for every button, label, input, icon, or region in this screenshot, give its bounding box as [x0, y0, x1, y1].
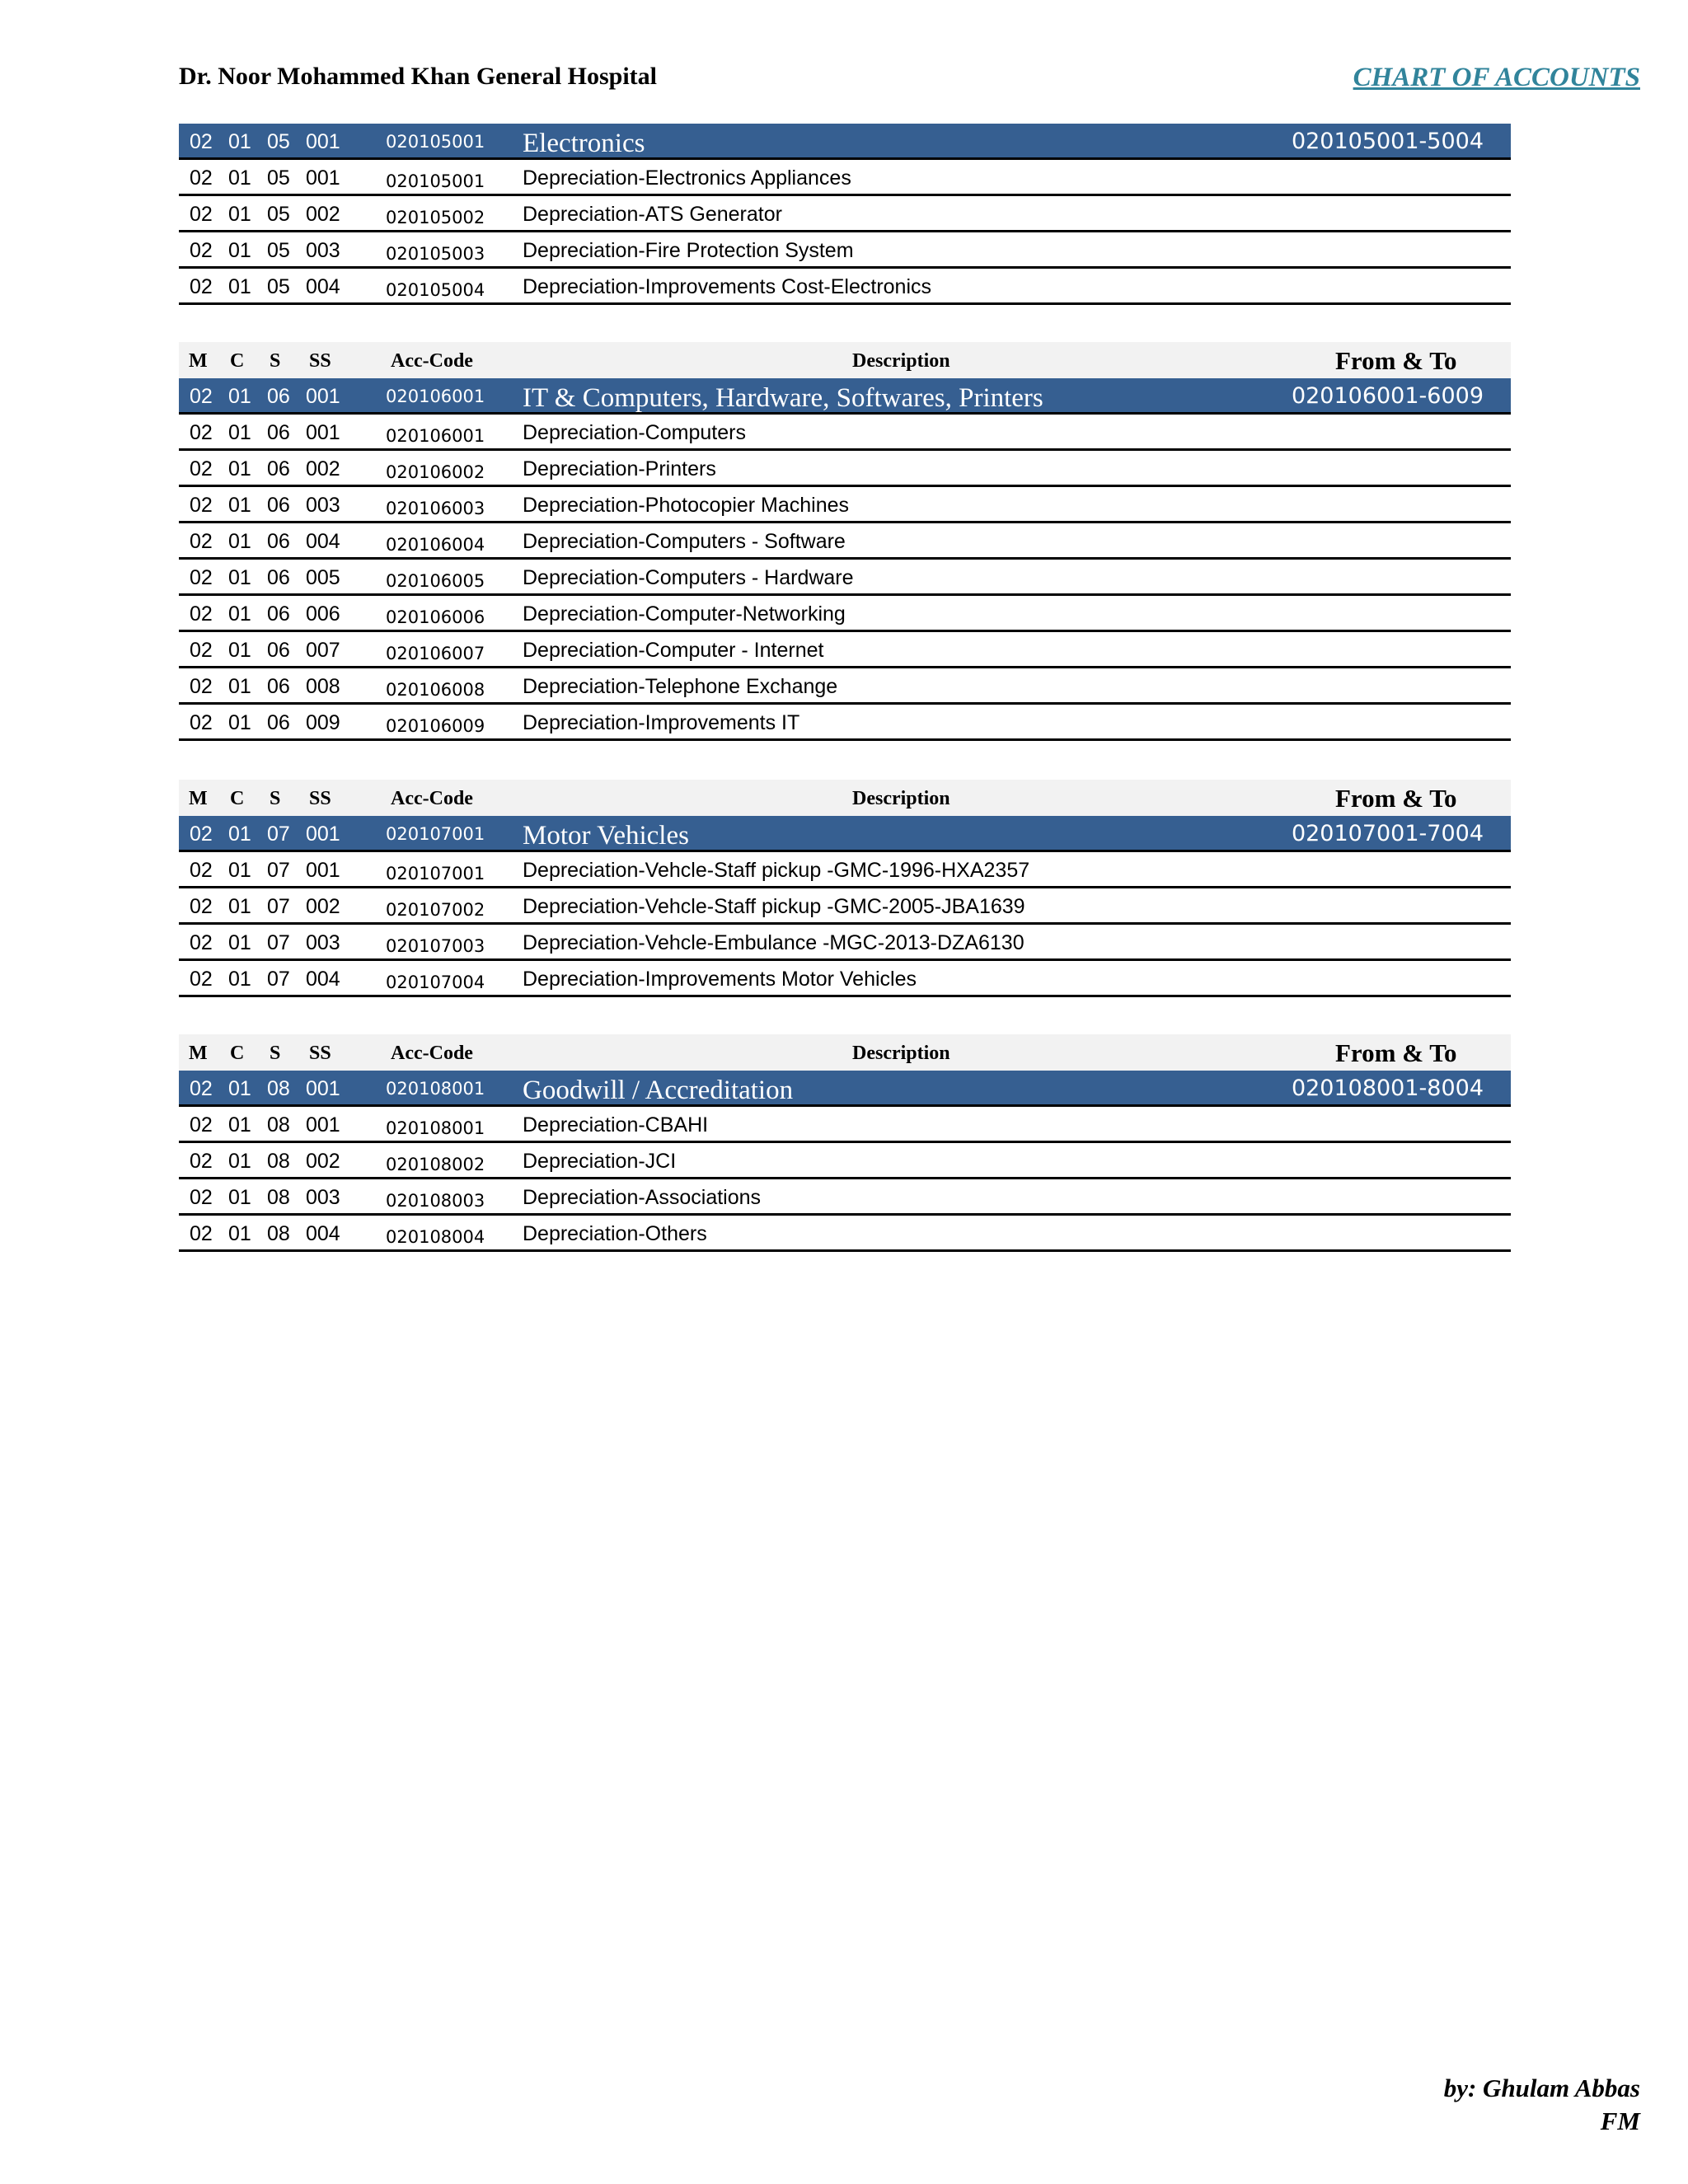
cell-description: Depreciation-Associations	[523, 1186, 762, 1209]
cell-m: 02	[190, 203, 213, 226]
cell-description: Depreciation-Vehcle-Embulance -MGC-2013-DZA6130	[523, 931, 1025, 954]
cell-ss: 002	[306, 1150, 340, 1173]
cell-m: 02	[190, 895, 213, 918]
cell-acc-code: 020106005	[386, 571, 485, 591]
table-row	[179, 269, 1511, 305]
hospital-name: Dr. Noor Mohammed Khan General Hospital	[179, 63, 658, 90]
group-row	[179, 378, 1511, 415]
table-row	[179, 415, 1511, 451]
cell-ss: 003	[306, 1186, 340, 1209]
cell-c: 01	[228, 530, 251, 553]
cell-ss: 002	[306, 895, 340, 918]
cell-m: 02	[190, 1113, 213, 1137]
cell-description: Depreciation-Vehcle-Staff pickup -GMC-1996-HXA2357	[523, 859, 1030, 882]
column-header-s: S	[270, 788, 281, 809]
cell-ss: 004	[306, 1222, 340, 1245]
cell-s: 06	[267, 711, 290, 734]
cell-ss: 003	[306, 239, 340, 262]
cell-description: Depreciation-Computers - Hardware	[523, 566, 854, 589]
cell-s: 07	[267, 895, 290, 918]
cell-s: 07	[267, 968, 290, 991]
cell-ss: 001	[306, 166, 340, 190]
cell-description: Depreciation-Telephone Exchange	[523, 675, 838, 698]
cell-s: 06	[267, 421, 290, 444]
cell-m: 02	[190, 675, 213, 698]
group-row	[179, 124, 1511, 160]
cell-ss: 006	[306, 602, 340, 626]
cell-m: 02	[190, 421, 213, 444]
cell-acc-code: 020106007	[386, 644, 485, 663]
table-row	[179, 523, 1511, 560]
cell-ss: 002	[306, 457, 340, 480]
cell-m: 02	[190, 457, 213, 480]
cell-s: 08	[267, 1150, 290, 1173]
cell-acc-code: 020108003	[386, 1191, 485, 1211]
group-row	[179, 1071, 1511, 1107]
cell-acc-code: 020107003	[386, 936, 485, 956]
cell-acc-code: 020106009	[386, 716, 485, 736]
group-range: 020106001-6009	[1291, 383, 1484, 409]
cell-acc-code: 020105001	[386, 171, 485, 191]
cell-m: 02	[190, 566, 213, 589]
cell-m: 02	[190, 275, 213, 298]
cell-ss: 002	[306, 203, 340, 226]
cell-c: 01	[228, 1186, 251, 1209]
cell-description: Depreciation-Computers	[523, 421, 746, 444]
cell-c: 01	[228, 494, 251, 517]
cell-c: 01	[228, 859, 251, 882]
cell-description: Depreciation-Others	[523, 1222, 707, 1245]
column-header-acc-code: Acc-Code	[391, 1043, 473, 1064]
cell-acc-code: 020105003	[386, 244, 485, 264]
cell-ss: 005	[306, 566, 340, 589]
column-header-acc-code: Acc-Code	[391, 788, 473, 809]
table-row	[179, 925, 1511, 961]
cell-m: 02	[190, 530, 213, 553]
cell-ss: 008	[306, 675, 340, 698]
cell-c: 01	[228, 1077, 251, 1100]
cell-acc-code: 020108001	[386, 1079, 485, 1099]
cell-ss: 001	[306, 1113, 340, 1137]
section-goodwill	[179, 1034, 1511, 1252]
column-header-m: M	[189, 788, 208, 809]
cell-s: 07	[267, 859, 290, 882]
cell-description: Depreciation-Improvements Motor Vehicles	[523, 968, 917, 991]
column-header-acc-code: Acc-Code	[391, 350, 473, 372]
cell-m: 02	[190, 494, 213, 517]
cell-m: 02	[190, 130, 213, 153]
cell-ss: 009	[306, 711, 340, 734]
section-motor-vehicles	[179, 780, 1511, 997]
cell-c: 01	[228, 566, 251, 589]
cell-ss: 003	[306, 931, 340, 954]
cell-c: 01	[228, 968, 251, 991]
cell-ss: 001	[306, 859, 340, 882]
footer-role: FM	[1600, 2107, 1640, 2135]
cell-s: 05	[267, 239, 290, 262]
cell-c: 01	[228, 457, 251, 480]
table-row	[179, 961, 1511, 997]
cell-acc-code: 020106006	[386, 607, 485, 627]
cell-ss: 001	[306, 1077, 340, 1100]
cell-ss: 007	[306, 639, 340, 662]
group-range: 020107001-7004	[1291, 821, 1484, 846]
cell-c: 01	[228, 1113, 251, 1137]
cell-acc-code: 020105002	[386, 208, 485, 227]
cell-description: Depreciation-Electronics Appliances	[523, 166, 851, 190]
table-row	[179, 451, 1511, 487]
cell-s: 06	[267, 494, 290, 517]
table-row	[179, 705, 1511, 741]
group-range: 020105001-5004	[1291, 129, 1484, 154]
cell-c: 01	[228, 385, 251, 408]
column-header-description: Description	[852, 788, 950, 809]
cell-m: 02	[190, 166, 213, 190]
cell-acc-code: 020106001	[386, 387, 485, 406]
cell-c: 01	[228, 602, 251, 626]
cell-s: 06	[267, 639, 290, 662]
cell-m: 02	[190, 931, 213, 954]
column-header	[179, 342, 1511, 378]
cell-description: Depreciation-Improvements IT	[523, 711, 800, 734]
table-row	[179, 560, 1511, 596]
cell-acc-code: 020107001	[386, 824, 485, 844]
cell-c: 01	[228, 239, 251, 262]
group-range: 020108001-8004	[1291, 1076, 1484, 1101]
cell-acc-code: 020107004	[386, 972, 485, 992]
column-header-ss: SS	[309, 1043, 331, 1064]
group-title: Electronics	[523, 129, 645, 158]
cell-acc-code: 020107002	[386, 900, 485, 920]
cell-m: 02	[190, 823, 213, 846]
cell-c: 01	[228, 639, 251, 662]
table-row	[179, 596, 1511, 632]
group-title: Goodwill / Accreditation	[523, 1076, 794, 1105]
cell-ss: 001	[306, 421, 340, 444]
document-title: CHART OF ACCOUNTS	[1353, 63, 1640, 92]
cell-acc-code: 020106008	[386, 680, 485, 700]
cell-ss: 001	[306, 130, 340, 153]
cell-s: 08	[267, 1222, 290, 1245]
cell-c: 01	[228, 711, 251, 734]
footer-author: by: Ghulam Abbas	[1443, 2074, 1640, 2102]
cell-c: 01	[228, 275, 251, 298]
cell-c: 01	[228, 1150, 251, 1173]
group-title: Motor Vehicles	[523, 821, 689, 851]
cell-description: Depreciation-Photocopier Machines	[523, 494, 850, 517]
cell-acc-code: 020106003	[386, 499, 485, 518]
column-header-m: M	[189, 1043, 208, 1064]
column-header-description: Description	[852, 1043, 950, 1064]
cell-s: 06	[267, 675, 290, 698]
cell-ss: 001	[306, 823, 340, 846]
cell-acc-code: 020108004	[386, 1227, 485, 1247]
column-header-ss: SS	[309, 788, 331, 809]
cell-acc-code: 020108001	[386, 1118, 485, 1138]
cell-m: 02	[190, 385, 213, 408]
column-header-s: S	[270, 1043, 281, 1064]
cell-acc-code: 020106004	[386, 535, 485, 555]
footer-signature	[1444, 2072, 1640, 2138]
cell-c: 01	[228, 421, 251, 444]
table-row	[179, 487, 1511, 523]
cell-s: 08	[267, 1113, 290, 1137]
cell-s: 06	[267, 457, 290, 480]
group-title: IT & Computers, Hardware, Softwares, Printers	[523, 383, 1043, 413]
cell-description: Depreciation-Computer - Internet	[523, 639, 824, 662]
table-row	[179, 888, 1511, 925]
column-header-ss: SS	[309, 350, 331, 372]
cell-m: 02	[190, 639, 213, 662]
table-row	[179, 1179, 1511, 1216]
column-header-m: M	[189, 350, 208, 372]
cell-s: 05	[267, 166, 290, 190]
table-row	[179, 668, 1511, 705]
cell-ss: 004	[306, 275, 340, 298]
cell-description: Depreciation-CBAHI	[523, 1113, 709, 1137]
cell-acc-code: 020107001	[386, 864, 485, 883]
table-row	[179, 1216, 1511, 1252]
cell-c: 01	[228, 1222, 251, 1245]
cell-s: 07	[267, 823, 290, 846]
column-header-description: Description	[852, 350, 950, 372]
cell-c: 01	[228, 130, 251, 153]
column-header-range: From & To	[1335, 784, 1457, 813]
column-header-s: S	[270, 350, 281, 372]
cell-acc-code: 020106002	[386, 462, 485, 482]
cell-c: 01	[228, 203, 251, 226]
column-header	[179, 780, 1511, 816]
cell-description: Depreciation-Computer-Networking	[523, 602, 846, 626]
cell-m: 02	[190, 711, 213, 734]
column-header-c: C	[230, 788, 245, 809]
cell-acc-code: 020108002	[386, 1155, 485, 1174]
cell-m: 02	[190, 1186, 213, 1209]
cell-description: Depreciation-Improvements Cost-Electronics	[523, 275, 932, 298]
cell-m: 02	[190, 1077, 213, 1100]
table-row	[179, 1143, 1511, 1179]
cell-ss: 004	[306, 530, 340, 553]
cell-c: 01	[228, 166, 251, 190]
column-header-c: C	[230, 350, 245, 372]
cell-s: 06	[267, 385, 290, 408]
cell-c: 01	[228, 931, 251, 954]
cell-m: 02	[190, 1222, 213, 1245]
cell-s: 05	[267, 275, 290, 298]
table-row	[179, 632, 1511, 668]
cell-s: 05	[267, 203, 290, 226]
table-row	[179, 852, 1511, 888]
cell-acc-code: 020105004	[386, 280, 485, 300]
cell-m: 02	[190, 602, 213, 626]
cell-description: Depreciation-JCI	[523, 1150, 677, 1173]
cell-ss: 003	[306, 494, 340, 517]
column-header-c: C	[230, 1043, 245, 1064]
cell-s: 06	[267, 566, 290, 589]
cell-s: 06	[267, 602, 290, 626]
column-header-range: From & To	[1335, 1038, 1457, 1067]
cell-ss: 001	[306, 385, 340, 408]
cell-m: 02	[190, 859, 213, 882]
cell-m: 02	[190, 968, 213, 991]
cell-description: Depreciation-Computers - Software	[523, 530, 846, 553]
cell-acc-code: 020106001	[386, 426, 485, 446]
cell-description: Depreciation-ATS Generator	[523, 203, 782, 226]
cell-c: 01	[228, 823, 251, 846]
table-row	[179, 232, 1511, 269]
cell-s: 05	[267, 130, 290, 153]
group-row	[179, 816, 1511, 852]
cell-description: Depreciation-Printers	[523, 457, 716, 480]
cell-description: Depreciation-Vehcle-Staff pickup -GMC-2005-JBA1639	[523, 895, 1025, 918]
cell-s: 08	[267, 1077, 290, 1100]
section-it-computers	[179, 342, 1511, 741]
section-electronics	[179, 124, 1511, 305]
cell-s: 06	[267, 530, 290, 553]
cell-s: 07	[267, 931, 290, 954]
table-row	[179, 196, 1511, 232]
column-header-range: From & To	[1335, 346, 1457, 375]
cell-m: 02	[190, 1150, 213, 1173]
column-header	[179, 1034, 1511, 1071]
cell-s: 08	[267, 1186, 290, 1209]
cell-m: 02	[190, 239, 213, 262]
cell-description: Depreciation-Fire Protection System	[523, 239, 854, 262]
table-row	[179, 1107, 1511, 1143]
table-row	[179, 160, 1511, 196]
cell-c: 01	[228, 675, 251, 698]
cell-ss: 004	[306, 968, 340, 991]
cell-acc-code: 020105001	[386, 132, 485, 152]
cell-c: 01	[228, 895, 251, 918]
